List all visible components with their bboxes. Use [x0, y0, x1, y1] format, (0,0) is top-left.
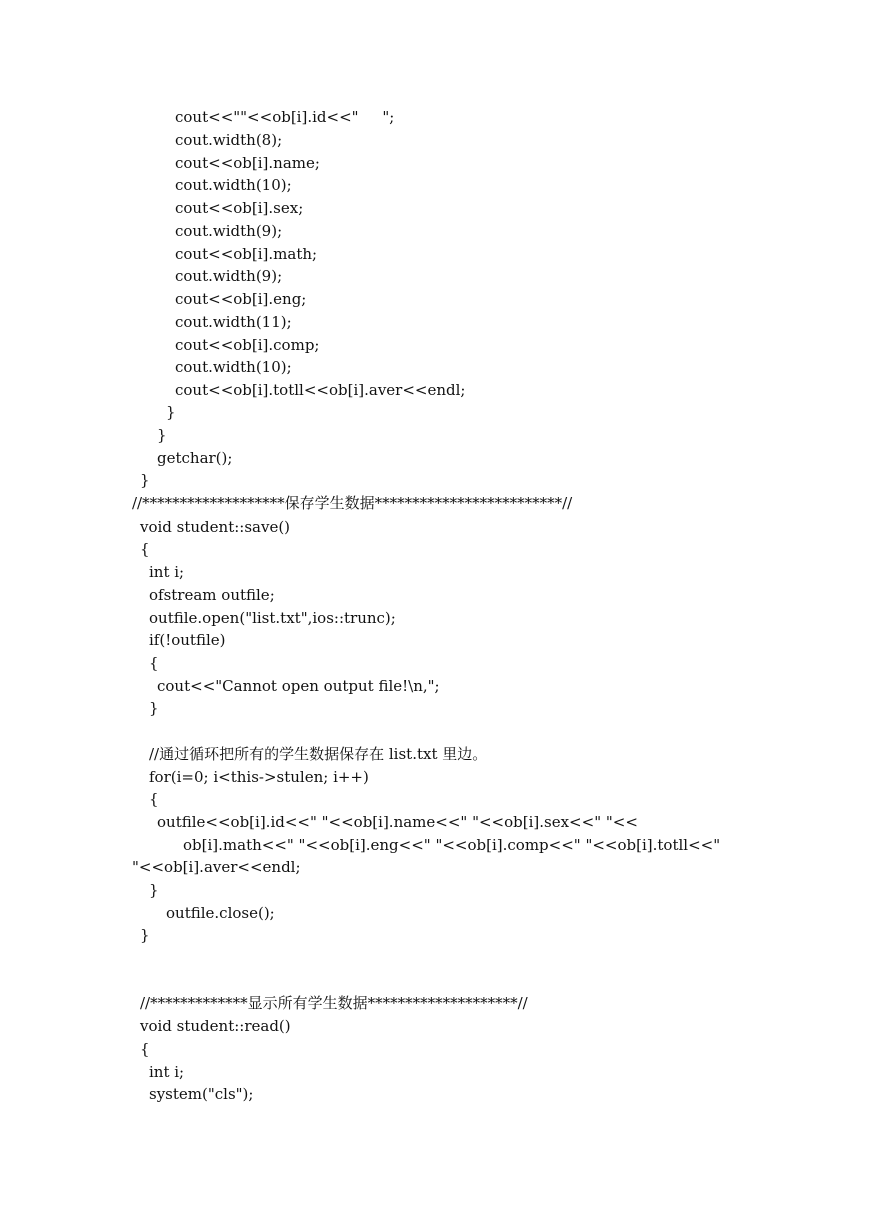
code-line: cout.width(10);: [175, 358, 292, 376]
code-line: }: [149, 881, 159, 899]
code-line: int i;: [149, 563, 185, 581]
code-line: }: [157, 426, 167, 444]
code-line: ob[i].math<<" "<<ob[i].eng<<" "<<ob[i].comp<<" "<<ob[i].totll<<": [183, 836, 721, 854]
code-line: system("cls");: [149, 1085, 254, 1103]
code-line: int i;: [149, 1063, 185, 1081]
code-line: cout<<""<<ob[i].id<<" ";: [175, 108, 395, 126]
code-line: {: [140, 540, 150, 558]
code-line: }: [149, 699, 159, 717]
code-line: for(i=0; i<this->stulen; i++): [149, 768, 369, 786]
code-line: {: [140, 1040, 150, 1058]
code-line: cout<<ob[i].sex;: [175, 199, 304, 217]
code-line: cout.width(9);: [175, 222, 283, 240]
code-line: cout.width(10);: [175, 176, 292, 194]
code-line: outfile.close();: [166, 904, 275, 922]
code-line: cout<<ob[i].name;: [175, 154, 320, 172]
code-line: cout<<ob[i].eng;: [175, 290, 307, 308]
code-line: }: [166, 403, 176, 421]
code-line: cout<<ob[i].math;: [175, 245, 318, 263]
code-line: cout<<ob[i].totll<<ob[i].aver<<endl;: [175, 381, 466, 399]
code-line: void student::read(): [140, 1017, 291, 1035]
code-line: cout.width(11);: [175, 313, 292, 331]
code-line: cout<<ob[i].comp;: [175, 336, 320, 354]
code-line: cout.width(9);: [175, 267, 283, 285]
code-line: cout<<"Cannot open output file!\n,";: [157, 677, 440, 695]
code-line: cout.width(8);: [175, 131, 283, 149]
code-line: getchar();: [157, 449, 233, 467]
code-line: "<<ob[i].aver<<endl;: [132, 858, 301, 876]
code-line: outfile<<ob[i].id<<" "<<ob[i].name<<" "<<ob[i].sex<<" "<<: [157, 813, 638, 831]
code-line: }: [140, 471, 150, 489]
code-line: {: [149, 654, 159, 672]
code-line: {: [149, 790, 159, 808]
code-line: outfile.open("list.txt",ios::trunc);: [149, 609, 396, 627]
code-line: void student::save(): [140, 518, 291, 536]
code-line: ofstream outfile;: [149, 586, 275, 604]
code-line: //*************显示所有学生数据********************//: [140, 994, 528, 1012]
code-line: if(!outfile): [149, 631, 226, 649]
code-line: //*******************保存学生数据*************************//: [132, 494, 573, 512]
code-line: }: [140, 926, 150, 944]
code-line: //通过循环把所有的学生数据保存在 list.txt 里边。: [149, 745, 488, 763]
